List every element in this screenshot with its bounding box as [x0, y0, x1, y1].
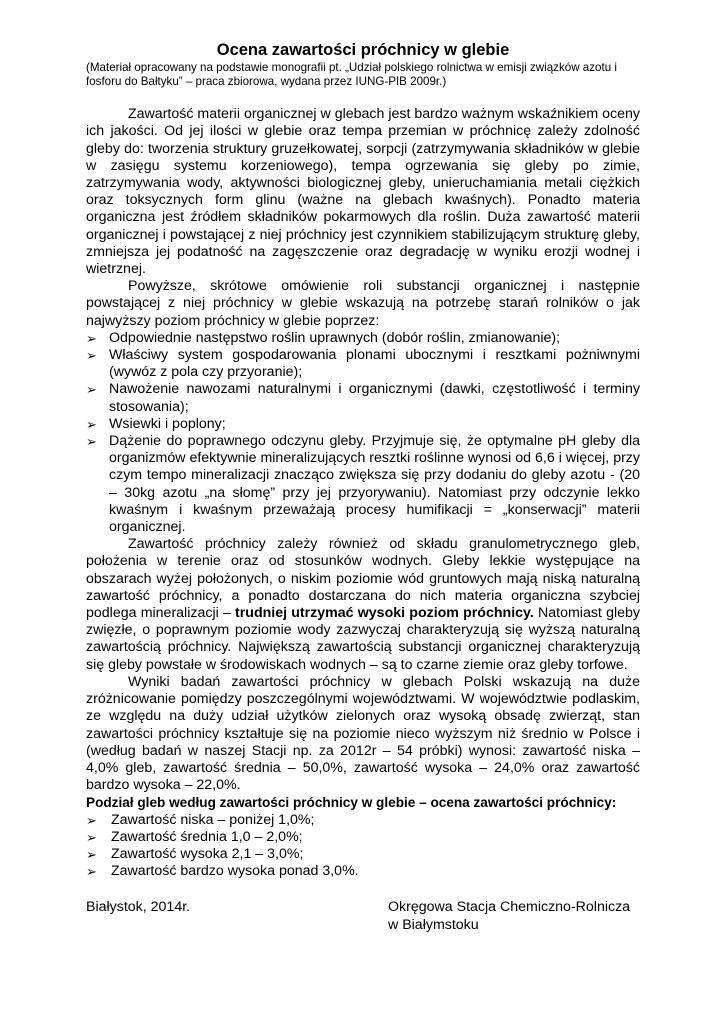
place-date: Białystok, 2014r. — [86, 899, 191, 916]
practices-list — [86, 330, 640, 536]
list-item — [86, 347, 640, 381]
arrow-bullet-icon: ➢ — [86, 416, 97, 432]
arrow-bullet-icon: ➢ — [86, 382, 97, 398]
paragraph-results: Wyniki badań zawartości próchnicy w glebach Polski wskazują na duże zróżnicowanie pomiędzy poszczególnymi województwami. W województwie podlaskim, ze względu na duży udział użytków zielonych oraz wysoką obsadę zwierząt, stan zawartości próchnicy kształtuje się na poziomie nieco wyższym niż średnio w Polsce i (według badań w naszej Stacji np. za 2012r – 54 próbki) wynosi: zawartość niska – 4,0% gleb, zawartość średnia – 50,0%, zawartość wysoka – 24,0% oraz zawartość bardzo wysoka – 22,0%. — [86, 673, 640, 794]
document-footer — [86, 899, 640, 933]
arrow-bullet-icon: ➢ — [86, 846, 97, 862]
emphasis-text: trudniej utrzymać wysoki poziom próchnicy. — [235, 605, 534, 622]
classification-heading: Podział gleb według zawartości próchnicy w glebie – ocena zawartości próchnicy: — [86, 795, 617, 811]
list-item — [86, 381, 640, 415]
list-item-text: Zawartość niska – poniżej 1,0%; — [111, 811, 315, 828]
list-item-text: Zawartość bardzo wysoka ponad 3,0%. — [111, 863, 359, 880]
arrow-bullet-icon: ➢ — [86, 348, 97, 364]
list-item-text: Zawartość wysoka 2,1 – 3,0%; — [111, 845, 304, 862]
document-title: Ocena zawartości próchnicy w glebie — [216, 41, 510, 59]
organization-name: Okręgowa Stacja Chemiczno-Rolnicza — [388, 899, 631, 916]
document-page — [86, 40, 640, 934]
paragraph-granulometry — [86, 536, 640, 674]
organization-signature — [388, 899, 640, 933]
list-item — [86, 433, 640, 536]
list-item — [86, 846, 640, 863]
list-item-text: Odpowiednie następstwo roślin uprawnych (dobór roślin, zmianowanie); — [109, 329, 561, 346]
list-item — [86, 416, 640, 433]
paragraph-text: Zawartość próchnicy zależy również od składu granulometrycznego gleb, położenia w terenie oraz od stosunków wodnych. Gleby lekkie występujące na obszarach wyżej położonych, o niskim poziomie wód gruntowych mają niską naturalną zawartość próchnicy, a ponadto dostarczana do nich materia organiczna szybciej podlega mineralizacji – — [86, 536, 640, 622]
list-item-text: Dążenie do poprawnego odczynu gleby. Przyjmuje się, że optymalne pH gleby dla organizmów efektywnie mineralizujących resztki roślinne wynosi od 6,6 i więcej, przy czym tempo mineralizacji znacząco zwiększa się przy dodaniu do gleby azotu - (20 – 30kg azotu „na słomę” przy jej przyorywaniu). Natomiast przy odczynie lekko kwaśnym i kwaśnym przeważają procesy humifikacji = „konserwacji” materii organicznej. — [109, 433, 640, 536]
arrow-bullet-icon: ➢ — [86, 330, 97, 346]
list-item-text: Zawartość średnia 1,0 – 2,0%; — [111, 828, 303, 845]
arrow-bullet-icon: ➢ — [86, 829, 97, 845]
list-item — [86, 330, 640, 347]
classification-list — [86, 812, 640, 881]
organization-city: w Białymstoku — [388, 916, 479, 933]
list-item-text: Wsiewki i poplony; — [109, 415, 226, 432]
paragraph-text: Natomiast gleby zwięzłe, o poprawnym poziomie wody zazwyczaj charakteryzują się wyższą naturalną zawartością próchnicy. Największą zawartością substancji organicznej charakteryzują się gleby powstałe w środowiskach wodnych – są to czarne ziemie oraz gleby torfowe. — [86, 605, 640, 673]
list-item — [86, 863, 640, 880]
arrow-bullet-icon: ➢ — [86, 864, 97, 880]
document-subtitle: (Materiał opracowany na podstawie monografii pt. „Udział polskiego rolnictwa w emisji związków azotu i fosforu do Bałtyku” – praca zbiorowa, wydana przez IUNG-PIB 2009r.) — [86, 61, 617, 88]
arrow-bullet-icon: ➢ — [86, 812, 97, 828]
list-item-text: Nawożenie nawozami naturalnymi i organicznymi (dawki, częstotliwość i terminy stosowania); — [109, 381, 640, 415]
list-item-text: Właściwy system gospodarowania plonami ubocznymi i resztkami pożniwnymi (wywóz z pola czy przyoranie); — [109, 347, 640, 381]
list-item — [86, 829, 640, 846]
paragraph-intro: Zawartość materii organicznej w glebach jest bardzo ważnym wskaźnikiem oceny ich jakości. Od jej ilości w glebie oraz tempa przemian w próchnicę zależy zdolność gleby do: tworzenia struktury gruzełkowatej, sorpcji (zatrzymywania składników w glebie w zasięgu systemu korzeniowego), tempa ogrzewania się gleby po zimie, zatrzymywania wody, aktywności biologicznej gleby, unieruchamiania metali ciężkich oraz toksycznych form glinu (ważne na glebach kwaśnych). Ponadto materia organiczna jest źródłem składników pokarmowych dla roślin. Duża zawartość materii organicznej i powstającej z niej próchnicy jest czynnikiem stabilizującym strukturę gleby, zmniejsza jej podatność na zagęszczenie oraz degradację w wyniku erozji wodnej i wietrznej. — [86, 106, 640, 278]
paragraph-role: Powyższe, skrótowe omówienie roli substancji organicznej i następnie powstającej z niej próchnicy w glebie wskazują na potrzebę starań rolników o jak najwyższy poziom próchnicy w glebie poprzez: — [86, 278, 640, 329]
list-item — [86, 812, 640, 829]
arrow-bullet-icon: ➢ — [86, 434, 97, 450]
